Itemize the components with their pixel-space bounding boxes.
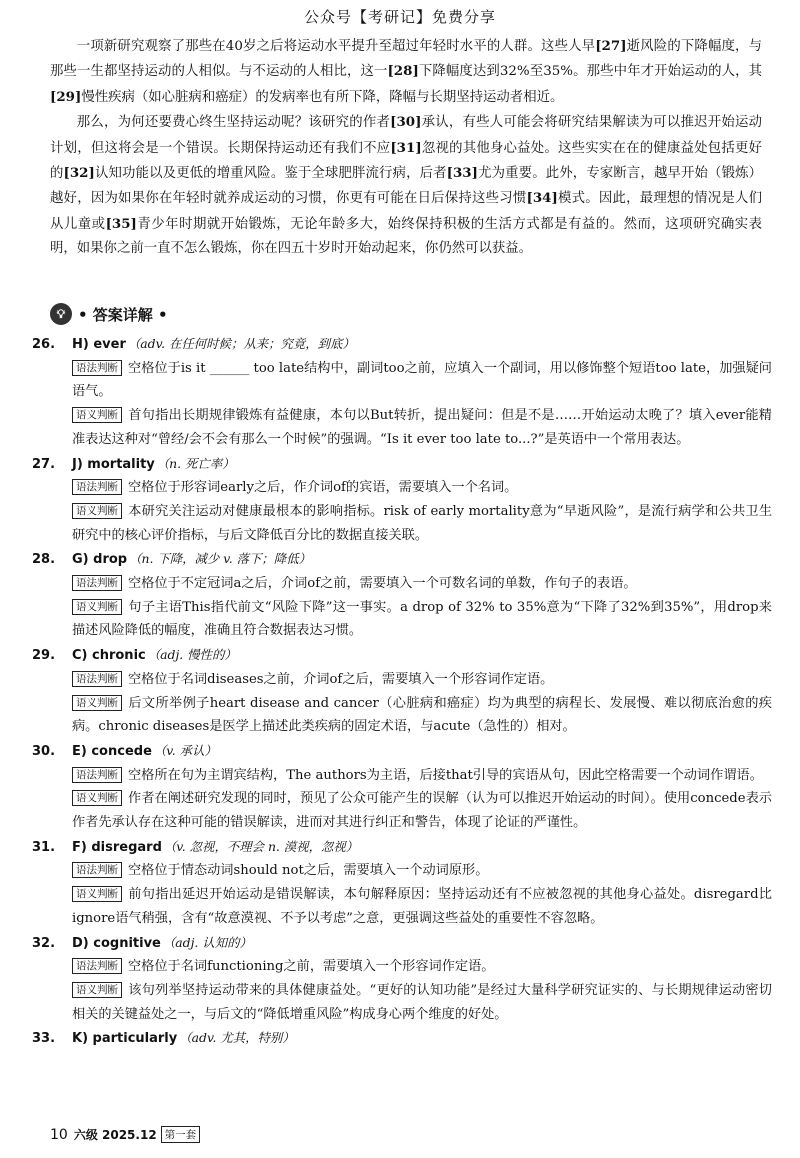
grammar-judgment-tag: 语法判断 [72,360,122,376]
grammar-judgment-tag: 语法判断 [72,479,122,495]
answer-item [32,1026,772,1051]
answer-item [32,332,772,452]
passage-text: 下降幅度达到32%至35%。那些中年才开始运动的人，其 [418,64,762,80]
header-title: 公众号【考研记】免费分享 [303,8,496,26]
meaning-judgment-tag: 语义判断 [72,886,122,902]
meaning-judgment-tag: 语义判断 [72,599,122,615]
answer-number: 29. [32,648,56,664]
answer-word: K) particularly [72,1031,178,1047]
answer-head [32,739,772,764]
answer-head [32,1026,772,1051]
blank-marker: [29] [50,88,82,105]
grammar-judgment [72,859,772,883]
answer-gloss: （n. 死亡率） [156,455,235,471]
set-label: 第一套 [161,1126,201,1143]
grammar-judgment-tag: 语法判断 [72,958,122,974]
passage-text: 那么，为何还要费心终生坚持运动呢？该研究的作者 [76,115,391,131]
answer-word: D) cognitive [72,935,161,951]
answer-item [32,452,772,548]
passage-text: 一项新研究观察了那些在40岁之后将运动水平提升至超过年轻时水平的人群。这些人早 [76,39,596,54]
grammar-judgment-text: 空格所在句为主谓宾结构，The authors为主语，后接that引导的宾语从句，因此空格需要一个动词作谓语。 [128,767,763,783]
issue-label: 六级 2025.12 [73,1128,157,1142]
blank-marker: [31] [390,139,422,156]
blank-marker: [33] [446,165,478,182]
grammar-judgment [72,955,772,979]
answer-head [32,452,772,477]
meaning-judgment-tag: 语义判断 [72,407,122,423]
answer-head [32,931,772,956]
answer-head [32,547,772,572]
passage-text: 模式。因此，最理想的情况是人们从儿童或 [50,191,763,232]
meaning-judgment-tag: 语义判断 [72,695,122,711]
passage-text: 逝风险的下降幅度，与那些一生都坚持运动的人相似。与不运动的人相比，这一 [50,39,762,80]
answer-item [32,643,772,739]
grammar-judgment-text: 空格位于is it ______ too late结构中，副词too之前，应填入一个副词，用以修饰整个短语too late，加强疑问语气。 [72,360,772,400]
passage-text: 尤为重要。此外，专家断言，越早开始（锻炼）越好，因为如果你在年轻时就养成运动的习惯，你更有可能在日后保持这些习惯 [50,166,763,207]
passage-paragraph-2 [50,110,762,261]
passage [50,34,762,262]
lightbulb-icon: 💡︎ [50,303,72,325]
answer-head [32,332,772,357]
meaning-judgment-tag: 语义判断 [72,790,122,806]
answer-item [32,835,772,931]
answer-gloss: （n. 下降，减少 v. 落下；降低） [129,551,311,567]
answer-word: E) concede [72,743,152,759]
passage-text: 承认，有些人可能会将研究结果解读为可以推迟开始运动计划，但这将会是一个错误。长期保持运动还有我们不应 [50,115,763,156]
answer-gloss: （v. 承认） [153,742,217,758]
grammar-judgment [72,764,772,788]
grammar-judgment [72,668,772,692]
answer-number: 32. [32,935,56,951]
grammar-judgment-text: 空格位于名词functioning之前，需要填入一个形容词作定语。 [128,959,495,975]
page-number: 10 [50,1126,68,1143]
blank-marker: [35] [105,215,137,232]
passage-text: 忽视的其他身心益处。这些实实在在的健康益处包括更好的 [50,140,762,182]
answer-number: 28. [32,552,56,568]
answer-word: F) disregard [72,839,162,855]
meaning-judgment-text: 作者在阐述研究发现的同时，预见了公众可能产生的误解（认为可以推迟开始运动的时间）。使用concede表示作者先承认存在这种可能的错误解读，进而对其进行纠正和警告，体现了论证的严谨性。 [72,791,772,831]
blank-marker: [28] [387,63,419,80]
section-title [50,300,168,328]
answer-head [32,835,772,860]
meaning-judgment-text: 本研究关注运动对健康最根本的影响指标。risk of early mortality意为“早逝风险”，是流行病学和公共卫生研究中的核心评价指标，与后文降低百分比的数据直接关联。 [72,503,772,543]
meaning-judgment-tag: 语义判断 [72,503,122,519]
grammar-judgment-tag: 语法判断 [72,575,122,591]
grammar-judgment [72,476,772,500]
meaning-judgment [72,500,772,547]
answer-word: H) ever [72,337,126,352]
blank-marker: [34] [526,190,558,207]
meaning-judgment [72,979,772,1026]
meaning-judgment-text: 该句列举坚持运动带来的具体健康益处。“更好的认知功能”是经过大量科学研究证实的、与长期规律运动密切相关的关键益处之一，与后文的“降低增重风险”构成身心两个维度的好处。 [72,982,772,1022]
passage-text: 青少年时期就开始锻炼，无论年龄多大，始终保持积极的生活方式都是有益的。然而，这项研究确实表明，如果你之前一直不怎么锻炼，你在四五十岁时开始动起来，你仍然可以获益。 [50,216,763,257]
grammar-judgment [72,357,772,404]
answer-gloss: （adj. 认知的） [162,934,252,950]
meaning-judgment [72,404,772,451]
grammar-judgment-tag: 语法判断 [72,671,122,687]
meaning-judgment [72,596,772,643]
answer-word: G) drop [72,552,128,568]
meaning-judgment-text: 句子主语This指代前文“风险下降”这一事实。a drop of 32% to 35%意为“下降了32%到35%”，用drop来描述风险降低的幅度，准确且符合数据表达习惯。 [72,599,772,639]
meaning-judgment [72,787,772,834]
answer-number: 30. [32,743,56,759]
answer-number: 33. [32,1031,56,1047]
meaning-judgment [72,692,772,739]
answer-gloss: （v. 忽视，不理会 n. 漠视，忽视） [163,838,359,854]
answer-item [32,931,772,1027]
meaning-judgment [72,883,772,930]
section-title-text: • 答案详解 • [78,305,168,324]
answer-item [32,547,772,643]
meaning-judgment-tag: 语义判断 [72,982,122,998]
answer-gloss: （adj. 慢性的） [147,647,237,663]
blank-marker: [30] [390,114,422,131]
answer-head [32,643,772,668]
answer-word: J) mortality [72,456,155,472]
answer-gloss: （adv. 尤其，特别） [179,1030,295,1046]
footer [50,1126,200,1143]
meaning-judgment-text: 前句指出延迟开始运动是错误解读，本句解释原因：坚持运动还有不应被忽视的其他身心益处。disregard比ignore语气稍强，含有“故意漠视、不予以考虑”之意，更强调这些益处的重要性不容忽略。 [72,887,772,926]
blank-marker: [32] [63,165,95,182]
grammar-judgment [72,572,772,596]
answer-list [32,332,772,1051]
answer-number: 31. [32,839,56,855]
grammar-judgment-text: 空格位于形容词early之后，作介词of的宾语，需要填入一个名词。 [128,480,518,496]
answer-number: 27. [32,456,56,472]
blank-marker: [27] [595,38,627,54]
grammar-judgment-text: 空格位于名词diseases之前，介词of之后，需要填入一个形容词作定语。 [128,671,554,687]
answer-number: 26. [32,337,56,352]
passage-paragraph-1 [50,34,762,110]
grammar-judgment-text: 空格位于情态动词should not之后，需要填入一个动词原形。 [128,863,489,879]
grammar-judgment-text: 空格位于不定冠词a之后，介词of之前，需要填入一个可数名词的单数，作句子的表语。 [128,576,637,592]
answer-gloss: （adv. 在任何时候；从来；究竟，到底） [127,336,355,351]
passage-text: 慢性疾病（如心脏病和癌症）的发病率也有所下降，降幅与长期坚持运动者相近。 [81,89,564,105]
meaning-judgment-text: 后文所举例子heart disease and cancer（心脏病和癌症）均为典型的病程长、发展慢、难以彻底治愈的疾病。chronic diseases是医学上描述此类疾病的固定术语，与acute（急性的）相对。 [72,695,772,735]
answer-word: C) chronic [72,648,146,664]
passage-text: 认知功能以及更低的增重风险。鉴于全球肥胖流行病，后者 [94,166,447,182]
grammar-judgment-tag: 语法判断 [72,767,122,783]
answer-item [32,739,772,835]
grammar-judgment-tag: 语法判断 [72,862,122,878]
meaning-judgment-text: 首句指出长期规律锻炼有益健康，本句以But转折，提出疑问：但是不是……开始运动太晚了？填入ever能精准表达这种对“曾经/会不会有那么一个时候”的强调。“Is it ever too late to...?”是英语中一个常用表达。 [72,408,772,447]
